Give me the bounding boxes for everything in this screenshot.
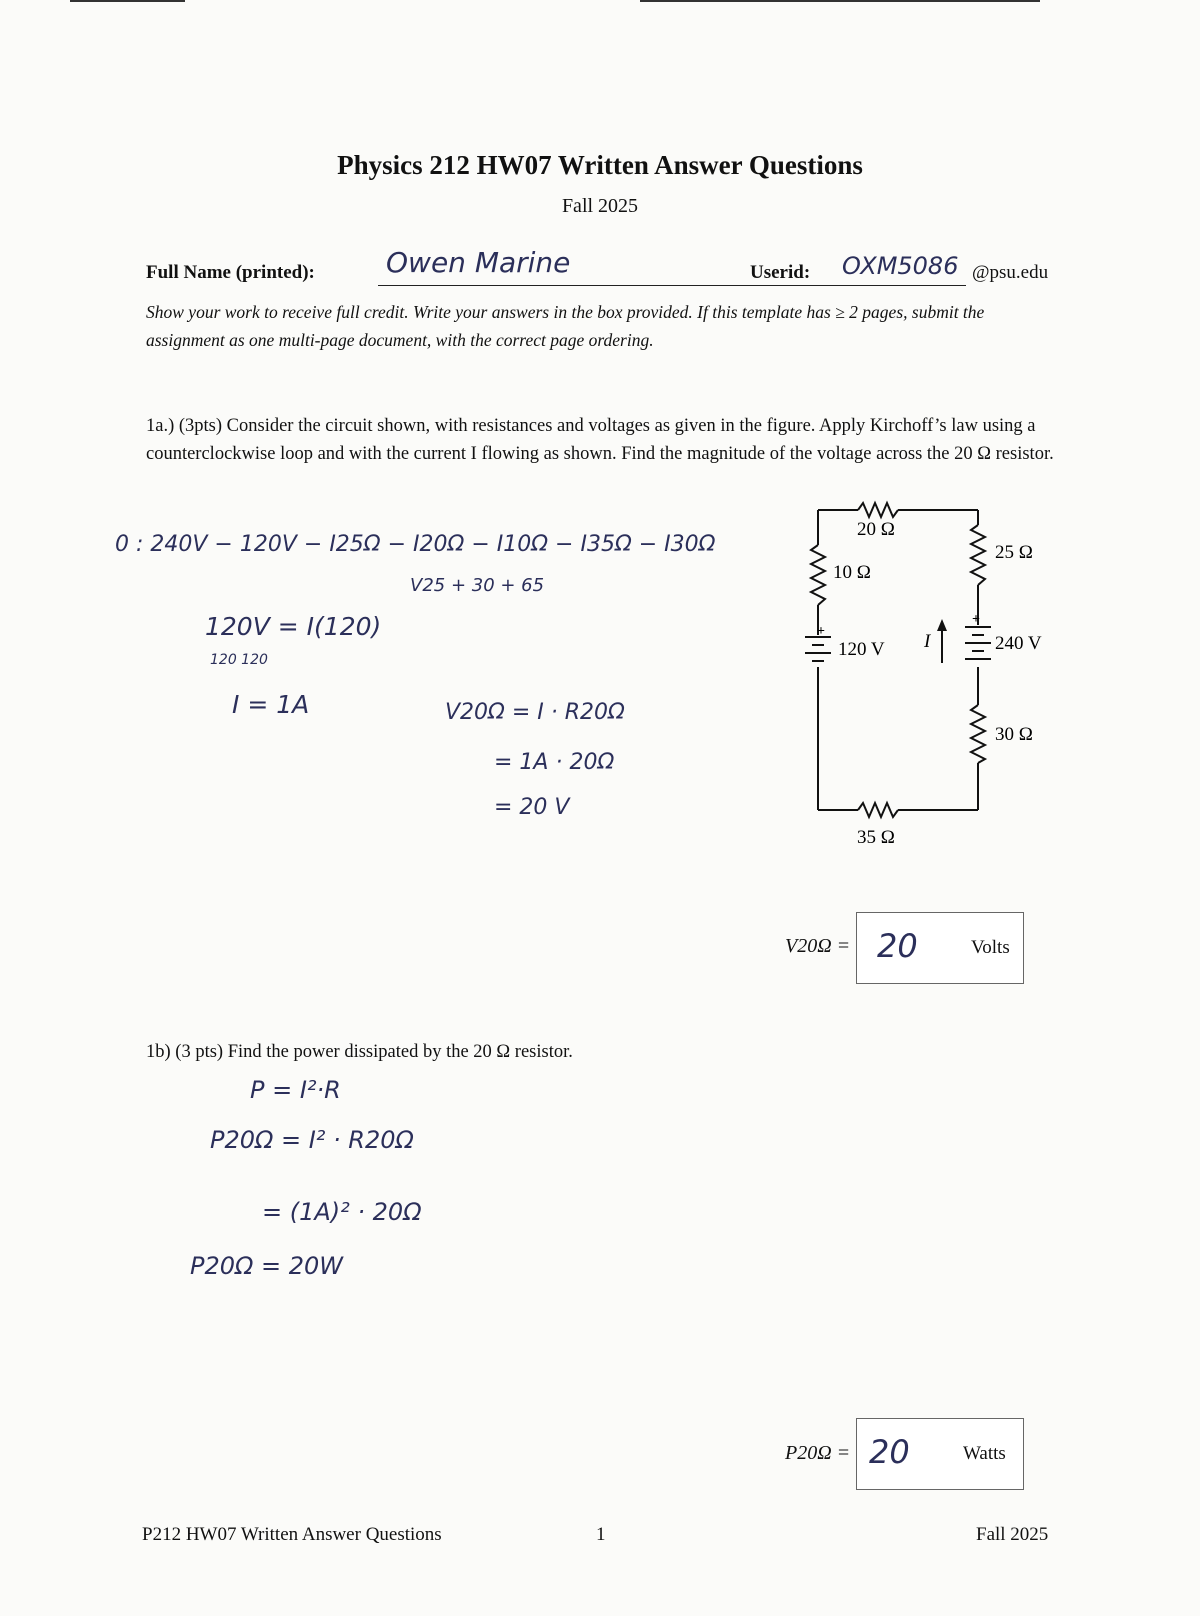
label-r10: 10 Ω (833, 562, 871, 583)
name-underline (378, 285, 858, 286)
userid-label: Userid: (750, 262, 811, 283)
name-label: Full Name (printed): (146, 262, 315, 283)
circuit-diagram (785, 495, 1055, 860)
resistor-30-symbol (971, 705, 985, 763)
label-r30: 30 Ω (995, 724, 1033, 745)
userid-suffix: @psu.edu (972, 262, 1049, 283)
footer-right: Fall 2025 (976, 1524, 1049, 1545)
label-r20: 20 Ω (857, 519, 895, 540)
resistor-20-symbol (858, 503, 898, 517)
q1a-work-line6: = 1A · 20Ω (494, 750, 615, 775)
q1a-work-line4: I = 1A (232, 690, 310, 719)
label-r35: 35 Ω (857, 827, 895, 848)
battery-240-symbol (965, 627, 991, 659)
battery-120-symbol (805, 637, 831, 661)
q1b-answer-value: 20 (869, 1433, 910, 1471)
q1a-work-line2: V25 + 30 + 65 (410, 575, 545, 596)
q1b-answer-unit: Watts (963, 1443, 1006, 1464)
q1a-answer-box[interactable] (856, 912, 1024, 984)
footer-left: P212 HW07 Written Answer Questions (142, 1524, 442, 1545)
page-number: 1 (596, 1524, 606, 1545)
student-info-row (146, 246, 1062, 292)
resistor-35-symbol (858, 803, 898, 817)
q1a-work-line5: V20Ω = I · R20Ω (445, 700, 625, 725)
question-1a-prompt: 1a.) (3pts) Consider the circuit shown, with resistances and voltages as given in the figure. Apply Kirchoff’s law using a counterclockwise loop and with the current I flowing as shown. Find the magnitude of the voltage across the 20 Ω resistor. (146, 416, 1054, 464)
q1b-work-line2: P20Ω = I² · R20Ω (210, 1126, 414, 1154)
q1b-work-line1: P = I²·R (250, 1076, 341, 1104)
label-current: I (924, 631, 931, 652)
q1a-work-line1: 0 : 240V − 120V − I25Ω − I20Ω − I10Ω − I35Ω − I30Ω (115, 532, 716, 557)
current-arrowhead (937, 619, 947, 631)
battery-240-plus: + (972, 612, 980, 627)
question-1b-prompt: 1b) (3 pts) Find the power dissipated by the 20 Ω resistor. (146, 1042, 573, 1062)
resistor-25-symbol (971, 525, 985, 585)
label-v240: 240 V (995, 633, 1042, 654)
resistor-10-symbol (811, 545, 825, 605)
q1a-answer-label: V20Ω = (785, 935, 851, 957)
label-r25: 25 Ω (995, 542, 1033, 563)
label-v120: 120 V (838, 639, 885, 660)
q1a-work-line7: = 20 V (494, 795, 570, 820)
userid-value: OXM5086 (842, 252, 959, 280)
instructions: Show your work to receive full credit. Write your answers in the box provided. If this template has ≥ 2 pages, submit the assignment as one multi-page document, with the correct page ordering. (146, 302, 985, 350)
q1b-work-line3: = (1A)² · 20Ω (262, 1198, 422, 1226)
name-value: Owen Marine (386, 246, 571, 279)
page-title: Physics 212 HW07 Written Answer Questions (337, 150, 863, 180)
q1b-work-line4: P20Ω = 20W (190, 1252, 343, 1280)
q1a-work-line3b: 120 120 (210, 652, 268, 668)
userid-underline (836, 285, 966, 286)
scan-edge-top-left (70, 0, 185, 2)
q1a-work-line3: 120V = I(120) (205, 612, 382, 641)
scan-edge-top-right (640, 0, 1040, 2)
q1b-answer-label: P20Ω = (785, 1442, 851, 1464)
q1a-answer-unit: Volts (971, 937, 1010, 958)
battery-120-plus: + (817, 624, 825, 639)
q1b-answer-box[interactable] (856, 1418, 1024, 1490)
q1a-answer-value: 20 (877, 927, 918, 965)
term-label: Fall 2025 (561, 195, 639, 217)
